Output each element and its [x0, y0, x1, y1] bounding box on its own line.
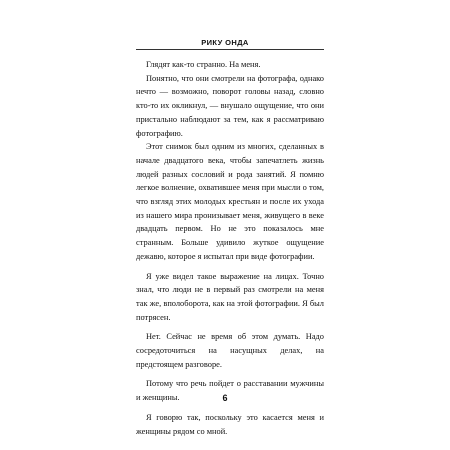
paragraph: Потому что речь пойдет о расставании мужчины и женщины.	[136, 379, 324, 403]
running-head-author: РИКУ ОНДА	[201, 38, 249, 47]
header-rule	[136, 49, 324, 50]
body-text	[136, 58, 324, 438]
paragraph: Нет. Сейчас не время об этом думать. Надо сосредоточиться на насущных делах, на предстоящем разговоре.	[136, 332, 324, 369]
page-number: 6	[222, 393, 228, 403]
paragraph: Я уже видел такое выражение на лицах. Точно знал, что люди не в первый раз смотрели на меня так же, вполоборота, как на этой фотографии. Я был потрясен.	[136, 271, 324, 322]
paragraph: Глядят как-то странно. На меня.	[146, 60, 261, 69]
paragraph: Этот снимок был одним из многих, сделанных в начале двадцатого века, чтобы запечатлеть жизнь людей разных сословий и рода занятий. Я помню легкое волнение, охватившее меня при мысли о том, что взгляд этих молодых крестьян и после их ухода из нашего мира пронизывает меня, живущего в веке двадцать первом. Но не это показалось мне странным. Больше удивило жуткое ощущение дежавю, которое я испытал при виде фотографии.	[136, 142, 324, 261]
paragraph: Понятно, что они смотрели на фотографа, однако нечто — возможно, поворот головы назад, словно кто-то их окликнул, — внушало ощущение, что они пристально наблюдают за тем, как я рассматриваю фотографию.	[136, 73, 324, 138]
paragraph: Я говорю так, поскольку это касается меня и женщины рядом со мной.	[136, 412, 324, 436]
